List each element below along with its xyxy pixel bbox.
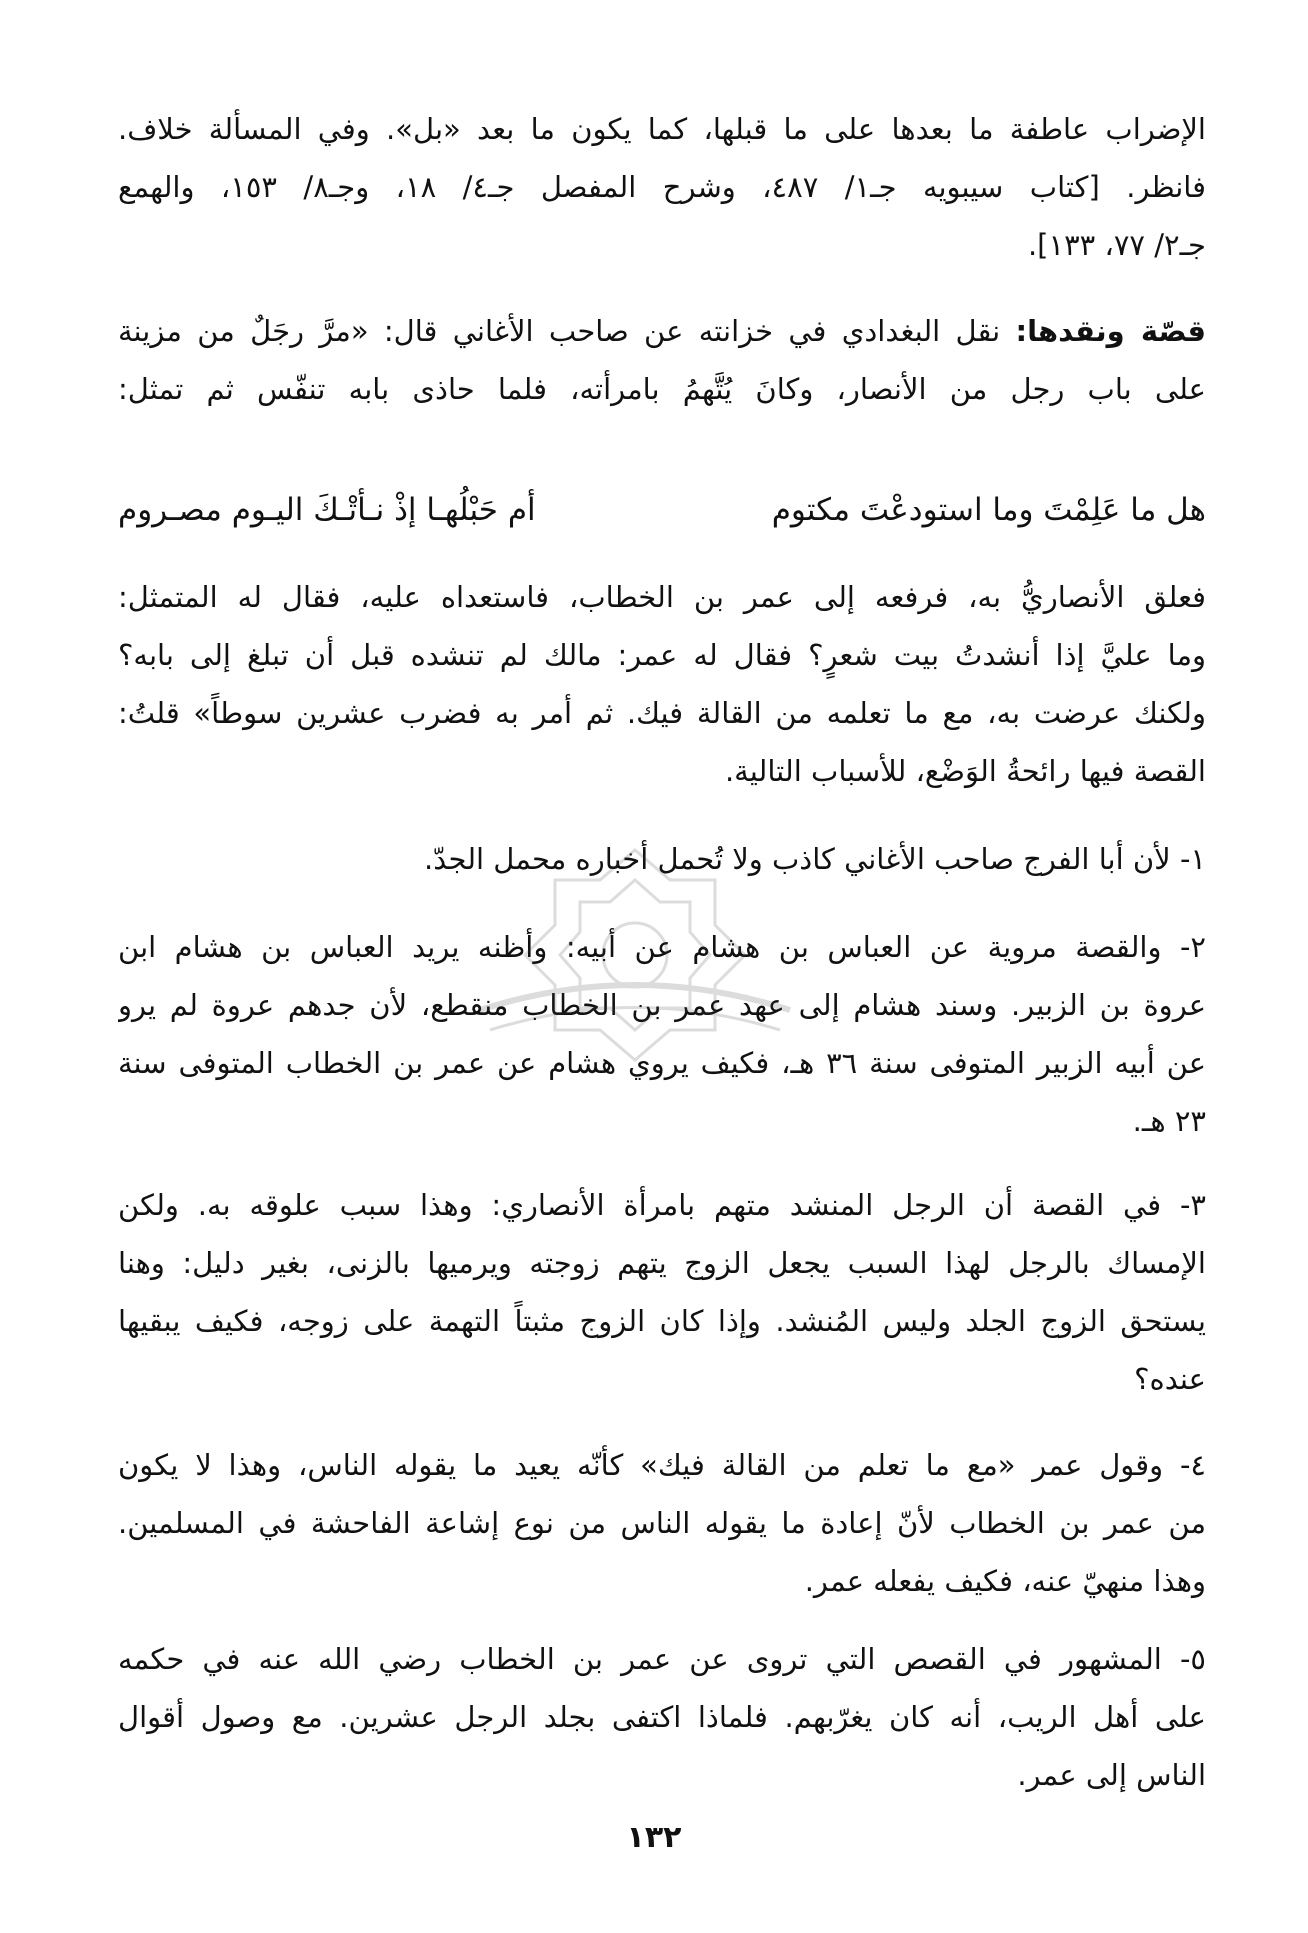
- text-line: وهذا منهيّ عنه، فكيف يفعله عمر.: [804, 1564, 1206, 1598]
- text-line: الإمساك بالرجل لهذا السبب يجعل الزوج يتهم زوجته ويرميها بالزنى، بغير دليل: وهنا: [118, 1246, 1206, 1280]
- text-line: عن أبيه الزبير المتوفى سنة ٣٦ هـ، فكيف يروي هشام عن عمر بن الخطاب المتوفى سنة: [118, 1046, 1206, 1080]
- text-line: ٥- المشهور في القصص التي تروى عن عمر بن الخطاب رضي الله عنه في حكمه: [118, 1642, 1206, 1676]
- text-line: جـ٢/ ٧٧، ١٣٣].: [1027, 228, 1206, 262]
- text-line: فعلق الأنصاريُّ به، فرفعه إلى عمر بن الخطاب، فاستعداه عليه، فقال له المتمثل:: [118, 580, 1206, 614]
- text-line: على أهل الريب، أنه كان يغرّبهم. فلماذا اكتفى بجلد الرجل عشرين. مع وصول أقوال: [118, 1700, 1206, 1734]
- text-line: ٢٣ هـ.: [1132, 1104, 1206, 1138]
- text-line: ٤- وقول عمر «مع ما تعلم من القالة فيك» كأنّه يعيد ما يقوله الناس، وهذا لا يكون: [118, 1448, 1206, 1482]
- text-line: عروة بن الزبير. وسند هشام إلى عهد عمر بن الخطاب منقطع، لأن جدهم عروة لم يرو: [118, 988, 1206, 1022]
- text-line: ١- لأن أبا الفرج صاحب الأغاني كاذب ولا تُحمل أخباره محمل الجدّ.: [424, 842, 1206, 876]
- section-heading: قصّة ونقدها:: [1015, 314, 1206, 348]
- poem-verse: [118, 478, 1206, 542]
- text-line: ولكنك عرضت به، مع ما تعلمه من القالة فيك. ثم أمر به فضرب عشرين سوطاً» قلتُ:: [118, 696, 1206, 730]
- verse-second-hemistich: أم حَبْلُهـا إذْ نـأتْـكَ اليـوم مصـروم: [118, 492, 536, 528]
- text-line: على باب رجل من الأنصار، وكانَ يُتَّهمُ بامرأته، فلما حاذى بابه تنفّس ثم تمثل:: [118, 372, 1206, 406]
- text-line: ٢- والقصة مروية عن العباس بن هشام عن أبيه: وأظنه يريد العباس بن هشام ابن: [118, 930, 1206, 964]
- list-item-3: [118, 1176, 1206, 1408]
- text-line: القصة فيها رائحةُ الوَضْع، للأسباب التالية.: [724, 754, 1206, 788]
- text-line: الناس إلى عمر.: [1017, 1758, 1206, 1792]
- paragraph-story: [118, 302, 1206, 418]
- text-line: يستحق الزوج الجلد وليس المُنشد. وإذا كان الزوج مثبتاً التهمة على زوجه، فكيف يبقيها: [118, 1304, 1206, 1338]
- text-line: فانظر. [كتاب سيبويه جـ١/ ٤٨٧، وشرح المفصل جـ٤/ ١٨، وجـ٨/ ١٥٣، والهمع: [118, 170, 1206, 204]
- text-line: ٣- في القصة أن الرجل المنشد متهم بامرأة الأنصاري: وهذا سبب علوقه به. ولكن: [118, 1188, 1206, 1222]
- library-seal-watermark-icon: [470, 840, 800, 1070]
- list-item-5: [118, 1630, 1206, 1804]
- paragraph-intro: [118, 100, 1206, 274]
- list-item-4: [118, 1436, 1206, 1610]
- text-line: وما عليَّ إذا أنشدتُ بيت شعرٍ؟ فقال له عمر: مالك لم تنشده قبل أن تبلغ إلى بابه؟: [118, 638, 1206, 672]
- page-number: ١٣٢: [626, 1820, 682, 1855]
- text-line: من عمر بن الخطاب لأنّ إعادة ما يقوله الناس من نوع إشاعة الفاحشة في المسلمين.: [118, 1506, 1206, 1540]
- verse-first-hemistich: هل ما عَلِمْتَ وما استودعْتَ مكتوم: [771, 492, 1206, 528]
- text-line: قصّة ونقدها: نقل البغدادي في خزانته عن صاحب الأغاني قال: «مرَّ رجَلٌ من مزينة: [118, 314, 1206, 348]
- text-line: الإضراب عاطفة ما بعدها على ما قبلها، كما يكون ما بعد «بل». وفي المسألة خلاف.: [118, 112, 1206, 146]
- paragraph-story-continued: [118, 568, 1206, 800]
- text-line: عنده؟: [1134, 1362, 1206, 1396]
